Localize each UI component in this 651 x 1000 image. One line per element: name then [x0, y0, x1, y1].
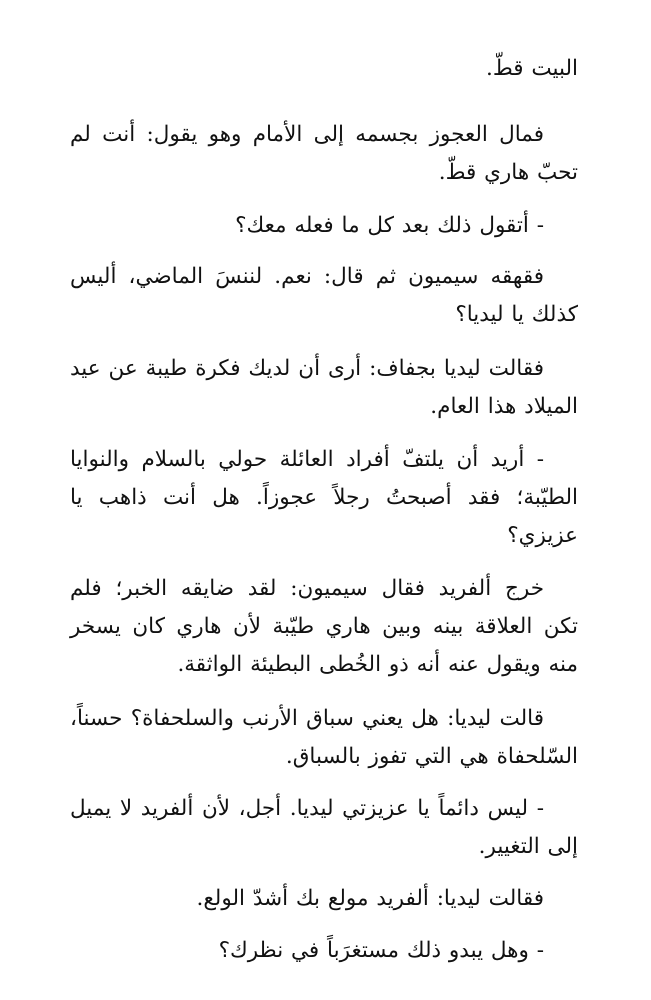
- paragraph-4: فقهقه سيميون ثم قال: نعم. لننسَ الماضي، أليس كذلك يا ليديا؟: [70, 264, 578, 327]
- paragraph-3: - أتقول ذلك بعد كل ما فعله معك؟: [235, 213, 544, 238]
- paragraph-11: - وهل يبدو ذلك مستغرَباً في نظرك؟: [218, 938, 544, 963]
- paragraph-2: فمال العجوز بجسمه إلى الأمام وهو يقول: أنت لم تحبّ هاري قطّ.: [70, 122, 578, 185]
- paragraph-10: فقالت ليديا: ألفريد مولع بك أشدّ الولع.: [196, 886, 544, 911]
- paragraph-1: البيت قطّ.: [486, 56, 578, 81]
- paragraph-7: خرج ألفريد فقال سيميون: لقد ضايقه الخبر؛ فلم تكن العلاقة بينه وبين هاري طيّبة لأن هاري كان يسخر منه ويقول عنه أنه ذو الخُطى البطيئة الواثقة.: [70, 576, 578, 677]
- paragraph-8: قالت ليديا: هل يعني سباق الأرنب والسلحفاة؟ حسناً، السّلحفاة هي التي تفوز بالسباق.: [70, 706, 578, 769]
- paragraph-5: فقالت ليديا بجفاف: أرى أن لديك فكرة طيبة عن عيد الميلاد هذا العام.: [70, 356, 578, 419]
- paragraph-9: - ليس دائماً يا عزيزتي ليديا. أجل، لأن ألفريد لا يميل إلى التغيير.: [70, 796, 578, 859]
- paragraph-6: - أريد أن يلتفّ أفراد العائلة حولي بالسلام والنوايا الطيّبة؛ فقد أصبحتُ رجلاً عجوزاً. هل أنت ذاهب يا عزيزي؟: [70, 447, 578, 548]
